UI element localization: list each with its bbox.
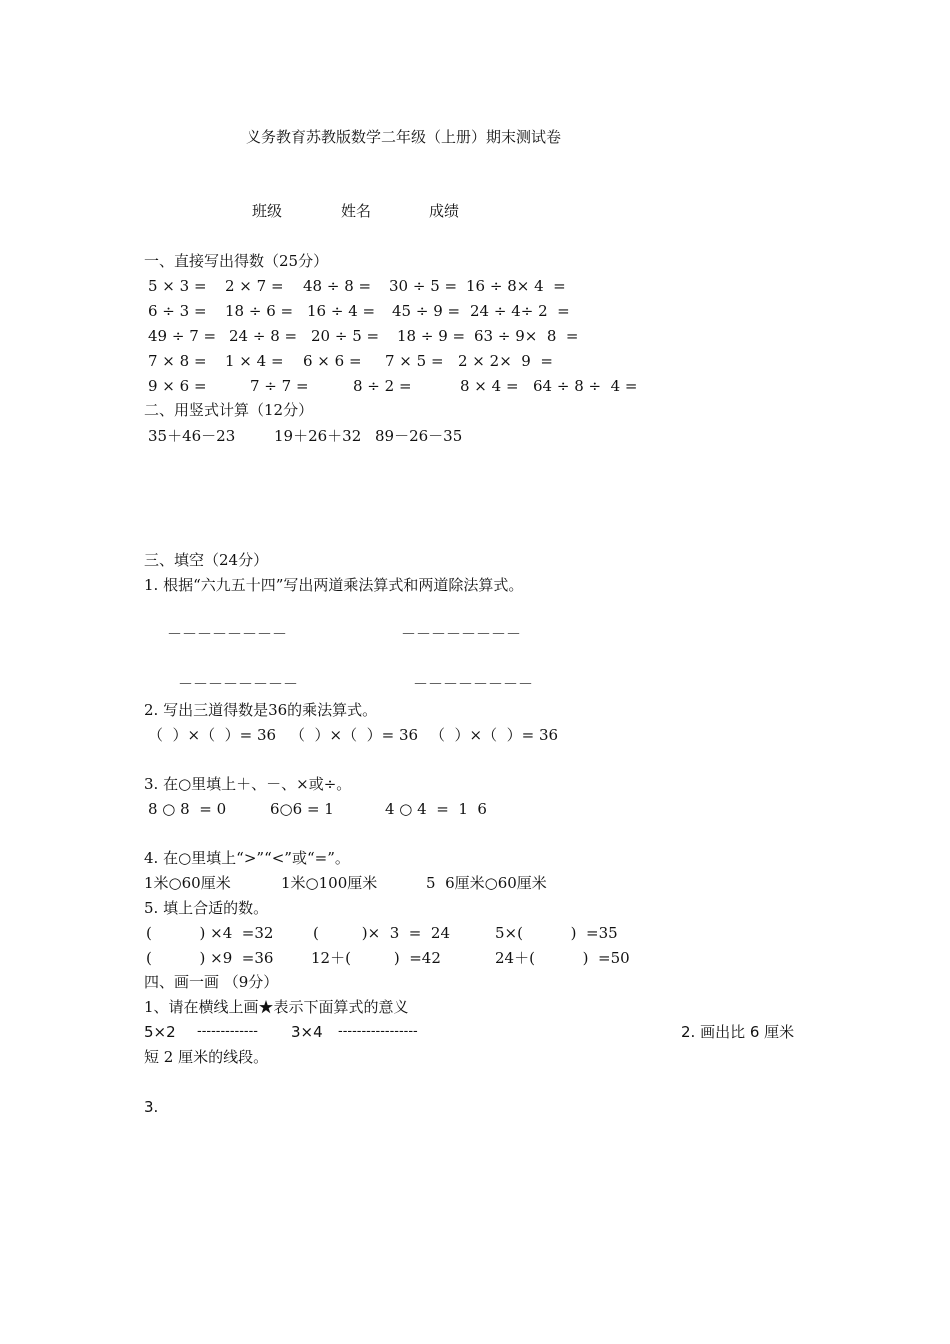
- page-title: 义务教育苏教版数学二年级（上册）期末测试卷: [246, 128, 562, 146]
- calc-item: 7 × 5 =: [385, 352, 444, 370]
- fill-item: ( ) ×9 =36: [146, 949, 274, 967]
- draw-expression: 3×4: [291, 1023, 323, 1041]
- calc-item: 49 ÷ 7 =: [148, 327, 217, 345]
- calc-item: 2 × 7 =: [225, 277, 284, 295]
- calc-item: 20 ÷ 5 =: [311, 327, 380, 345]
- calc-item: 30 ÷ 5 =: [389, 277, 458, 295]
- fill-item: 1米○60厘米: [144, 874, 231, 892]
- vertical-calc-item: 35＋46－23: [148, 427, 236, 445]
- calc-item: 24 ÷ 4÷ 2 =: [470, 302, 570, 320]
- score-label: 成绩: [429, 202, 460, 220]
- class-label: 班级: [252, 202, 283, 220]
- fill-item: ( ) ×4 =32: [146, 924, 274, 942]
- question-4-text: 4. 在○里填上“>”“<”或“=”。: [144, 849, 350, 867]
- calc-item: 7 ÷ 7 =: [250, 377, 309, 395]
- fill-item: ( )× 3 = 24: [313, 924, 450, 942]
- calc-item: 1 × 4 =: [225, 352, 284, 370]
- calc-item: 16 ÷ 4 =: [307, 302, 376, 320]
- calc-item: 9 × 6 =: [148, 377, 207, 395]
- draw-answer-line: -------------: [197, 1024, 258, 1039]
- calc-item: 18 ÷ 6 =: [225, 302, 294, 320]
- fill-item: （ ）×（ ）= 36: [430, 726, 559, 744]
- calc-item: 6 × 6 =: [303, 352, 362, 370]
- draw-question-1-text: 1、请在横线上画★表示下面算式的意义: [144, 998, 409, 1016]
- section3-heading: 三、填空（24分）: [144, 551, 269, 569]
- question-1-text: 1. 根据“六九五十四”写出两道乘法算式和两道除法算式。: [144, 576, 524, 594]
- answer-blank-line: －－－－－－－－: [401, 625, 522, 643]
- section2-heading: 二、用竖式计算（12分）: [144, 401, 314, 419]
- calc-item: 63 ÷ 9× 8 =: [474, 327, 579, 345]
- calc-item: 64 ÷ 8 ÷ 4 =: [533, 377, 638, 395]
- answer-blank-line: －－－－－－－－: [178, 675, 299, 693]
- question-5-text: 5. 填上合适的数。: [144, 899, 269, 917]
- calc-item: 7 × 8 =: [148, 352, 207, 370]
- calc-item: 45 ÷ 9 =: [392, 302, 461, 320]
- question-2-text: 2. 写出三道得数是36的乘法算式。: [144, 701, 378, 719]
- fill-item: 12＋( ) =42: [311, 949, 441, 967]
- fill-item: 8 ○ 8 = 0: [148, 800, 227, 818]
- fill-item: （ ）×（ ）= 36: [290, 726, 419, 744]
- draw-question-3-label: 3.: [144, 1098, 159, 1116]
- calc-item: 48 ÷ 8 =: [303, 277, 372, 295]
- vertical-calc-item: 19＋26＋32: [274, 427, 362, 445]
- fill-item: 5×( ) =35: [495, 924, 618, 942]
- fill-item: 5 6厘米○60厘米: [426, 874, 547, 892]
- fill-item: （ ）×（ ）= 36: [148, 726, 277, 744]
- answer-blank-line: －－－－－－－－: [167, 625, 288, 643]
- question-3-text: 3. 在○里填上＋、－、×或÷。: [144, 775, 352, 793]
- calc-item: 18 ÷ 9 =: [397, 327, 466, 345]
- calc-item: 8 ÷ 2 =: [353, 377, 412, 395]
- fill-item: 6○6 = 1: [270, 800, 334, 818]
- calc-item: 16 ÷ 8× 4 =: [466, 277, 566, 295]
- draw-question-2-text: 2. 画出比 6 厘米: [681, 1023, 795, 1041]
- answer-blank-line: －－－－－－－－: [413, 675, 534, 693]
- calc-item: 2 × 2× 9 =: [458, 352, 553, 370]
- calc-item: 8 × 4 =: [460, 377, 519, 395]
- calc-item: 24 ÷ 8 =: [229, 327, 298, 345]
- vertical-calc-item: 89－26－35: [375, 427, 463, 445]
- section4-heading: 四、画一画 （9分）: [144, 973, 279, 991]
- fill-item: 24＋( ) =50: [495, 949, 630, 967]
- name-label: 姓名: [341, 202, 372, 220]
- draw-expression: 5×2: [144, 1023, 176, 1041]
- section1-heading: 一、直接写出得数（25分）: [144, 252, 329, 270]
- fill-item: 1米○100厘米: [281, 874, 378, 892]
- fill-item: 4 ○ 4 = 1 6: [385, 800, 487, 818]
- draw-question-2-text-continued: 短 2 厘米的线段。: [144, 1048, 269, 1066]
- calc-item: 6 ÷ 3 =: [148, 302, 207, 320]
- draw-answer-line: -----------------: [338, 1024, 418, 1039]
- calc-item: 5 × 3 =: [148, 277, 207, 295]
